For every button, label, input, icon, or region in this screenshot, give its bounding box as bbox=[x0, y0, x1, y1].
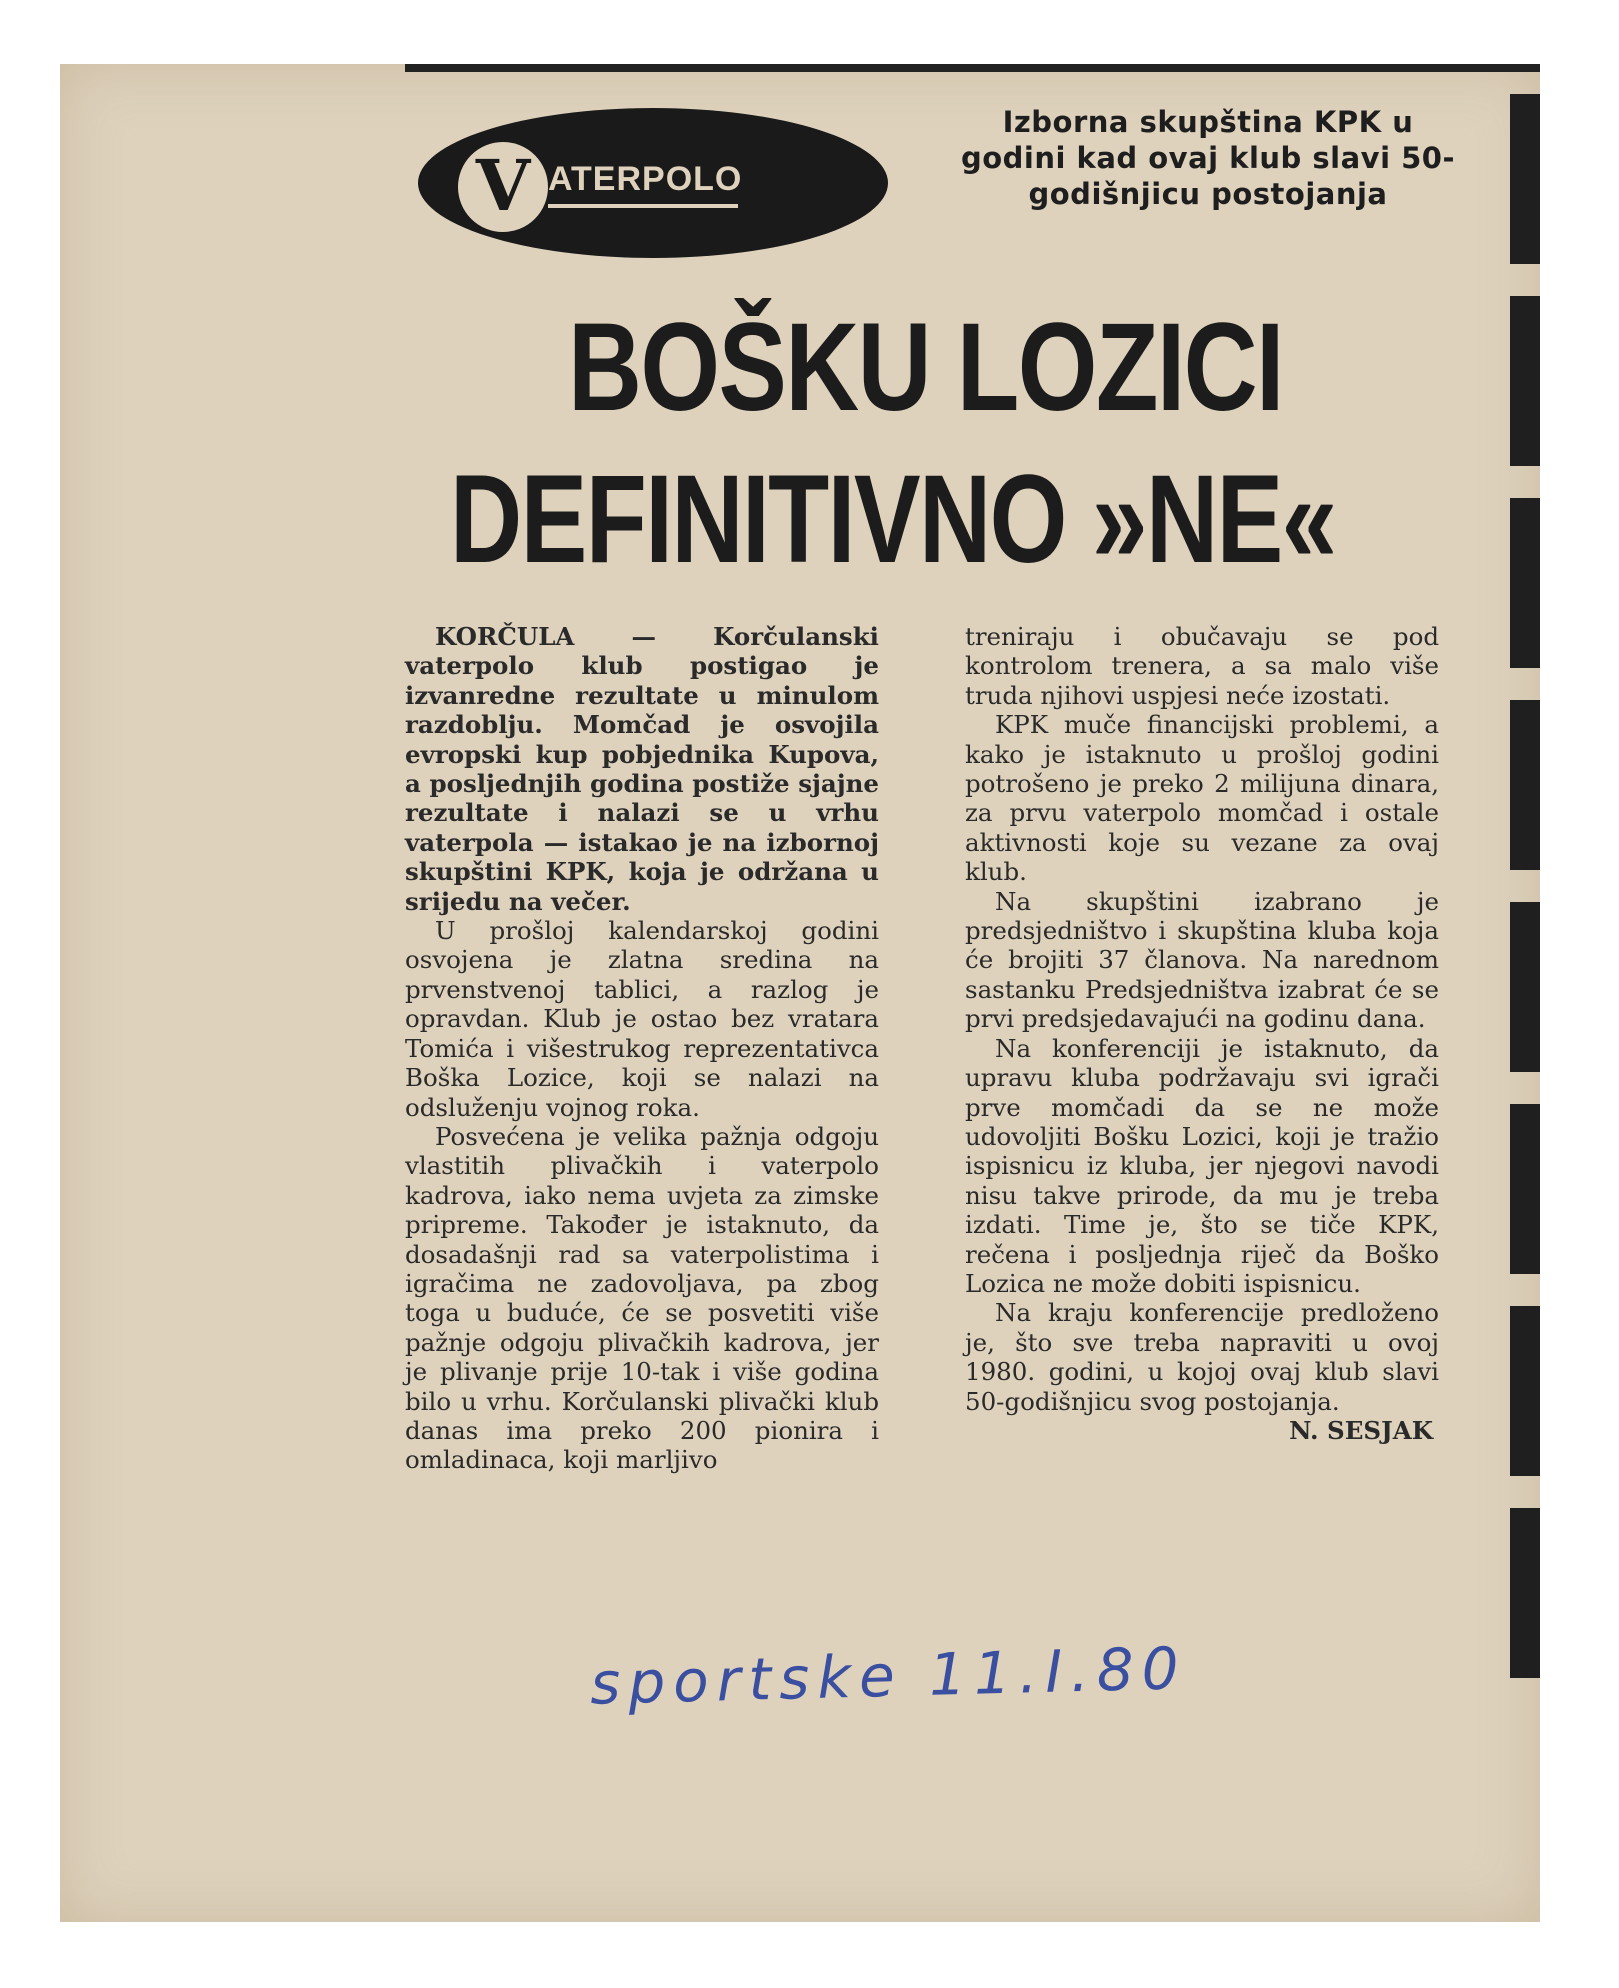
dateline: KORČULA — bbox=[435, 622, 657, 651]
section-logo-underline bbox=[548, 204, 738, 208]
headline-line-1: BOŠKU LOZICI bbox=[568, 298, 1283, 437]
article-paragraph: Posvećena je velika pažnja odgoju vlastitih plivačkih i vaterpolo kadrova, iako nema uvjeta za zimske pripreme. Također je istaknuto, da dosadašnji rad sa vaterpolistima i igračima ne zadovoljava, pa zbog toga u buduće, će se posvetiti više pažnje odgoju plivačkih kadrova, jer je plivanje prije 10-tak i više godina bilo u vrhu. Korčulanski plivački klub danas ima preko 200 pionira i omladinaca, koji marljivo bbox=[405, 1121, 879, 1475]
article-column-2 bbox=[965, 622, 1439, 1445]
article-paragraph: KPK muče financijski problemi, a kako je istaknuto u prošloj godini potrošeno je preko 2 milijuna dinara, za prvu vaterpolo momčad i ostale aktivnosti koje su vezane za ovaj klub. bbox=[965, 710, 1439, 887]
section-logo-letter: V bbox=[454, 138, 552, 236]
article-paragraph: Na skupštini izabrano je predsjedništvo i skupština kluba koja će brojiti 37 članova. Na narednom sastanku Predsjedništva izabrat će se prvi predsjedavajući na godinu dana. bbox=[965, 886, 1439, 1034]
article-lead bbox=[405, 622, 879, 916]
kicker: Izborna skupština KPK u godini kad ovaj klub slavi 50-godišnjicu postojanja bbox=[960, 105, 1456, 211]
article-paragraph: U prošloj kalendarskoj godini osvojena je zlatna sredina na prvenstvenoj tablici, a razlog je opravdan. Klub je ostao bez vratara Tomića i višestrukog reprezentativca Boška Lozice, koji se nalazi na odsluženju vojnog roka. bbox=[405, 916, 879, 1122]
article-paragraph: Na kraju konferencije predloženo je, što sve treba napraviti u ovoj 1980. godini, u kojoj ovaj klub slavi 50-godišnjicu svog postojanja. bbox=[965, 1298, 1439, 1416]
newspaper-clipping bbox=[60, 64, 1540, 1922]
top-rule bbox=[405, 64, 1540, 72]
byline: N. SESJAK bbox=[1289, 1415, 1433, 1445]
section-logo-text: ATERPOLO bbox=[548, 160, 743, 198]
handwritten-note: sportske 11.I.80 bbox=[589, 1634, 1188, 1718]
right-edge-bars bbox=[1510, 94, 1540, 1834]
article-column-1 bbox=[405, 622, 879, 1475]
article-paragraph: Na konferenciji je istaknuto, da upravu kluba podržavaju svi igrači prve momčadi da se ne može udovoljiti Bošku Lozici, koji je tražio ispisnicu iz kluba, jer njegovi navodi nisu takve prirode, da mu je treba izdati. Time je, što se tiče KPK, rečena i posljednja riječ da Boško Lozica ne može dobiti ispisnicu. bbox=[965, 1033, 1439, 1298]
article-paragraph: treniraju i obučavaju se pod kontrolom trenera, a sa malo više truda njihovi uspjesi neće izostati. bbox=[965, 622, 1439, 710]
section-logo bbox=[418, 108, 888, 258]
headline-line-2: DEFINITIVNO »NE« bbox=[450, 450, 1336, 589]
lead-text: Korčulanski vaterpolo klub postigao je izvanredne rezultate u minulom razdoblju. Momčad je osvojila evropski kup pobjednika Kupova, a posljednjih godina postiže sjajne rezultate i nalazi se u vrhu vaterpola — istakao je na izbornoj skupštini KPK, koja je održana u srijedu na večer. bbox=[405, 622, 879, 916]
